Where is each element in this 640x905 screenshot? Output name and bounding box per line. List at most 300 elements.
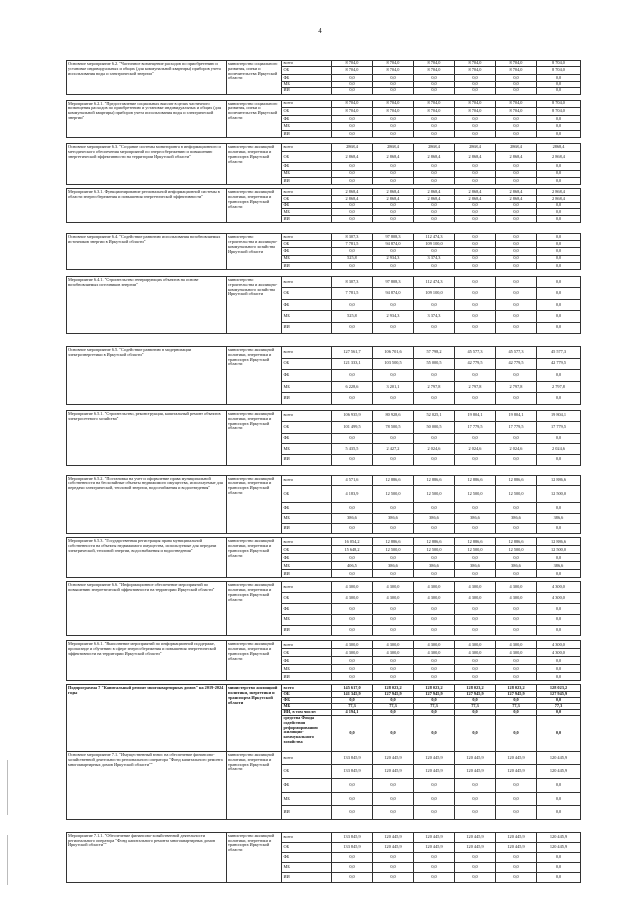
amount-cell: 133 845,9: [332, 751, 373, 765]
amount-cell: 0,0: [414, 524, 455, 534]
amount-cell: 2 868,4: [537, 189, 581, 196]
budget-table: [66, 60, 581, 883]
amount-cell: 0,0: [455, 554, 496, 562]
table-row: [67, 144, 581, 151]
amount-cell: 145 617,0: [332, 685, 373, 691]
amount-cell: 0,0: [332, 393, 373, 405]
table-row: [67, 189, 581, 196]
funding-source-cell: ОБ: [282, 421, 332, 433]
amount-cell: 0,0: [537, 862, 581, 872]
funding-source-cell: ФБ: [282, 433, 332, 444]
amount-cell: 0,0: [414, 657, 455, 665]
funding-source-cell: средства Фонда содействия реформированию жилищно-коммунального хозяйства: [282, 715, 332, 751]
amount-cell: 0,0: [496, 779, 537, 793]
amount-cell: 128 023,2: [414, 685, 455, 691]
amount-cell: 0,0: [373, 709, 414, 715]
amount-cell: 8 704,0: [414, 67, 455, 75]
amount-cell: 0,0: [414, 248, 455, 255]
measure-name-cell: Основное мероприятие 7.1. "Имущественный взнос на обеспечение финансово-хозяйственной деятельности регионального оператора "Фонд капитального ремонта многоквартирных домов Иркутской области"": [67, 751, 227, 819]
funding-source-cell: ИИ: [282, 262, 332, 269]
amount-cell: 0,0: [332, 570, 373, 578]
spacer-row: [67, 333, 581, 346]
amount-cell: 0,0: [332, 130, 373, 137]
amount-cell: 8 704,0: [373, 107, 414, 115]
amount-cell: 2868,4: [414, 144, 455, 151]
amount-cell: 0,0: [414, 862, 455, 872]
amount-cell: 4 300,0: [373, 649, 414, 657]
amount-cell: 0,0: [373, 570, 414, 578]
amount-cell: 0,0: [455, 393, 496, 405]
amount-cell: 4 300,0: [373, 582, 414, 593]
amount-cell: 77,3: [373, 703, 414, 709]
funding-source-cell: МБ: [282, 81, 332, 87]
amount-cell: 127 945,9: [537, 691, 581, 697]
amount-cell: 106 935,9: [332, 410, 373, 421]
amount-cell: 4 300,0: [332, 593, 373, 604]
amount-cell: 16 054,2: [332, 538, 373, 546]
amount-cell: 4 300,0: [455, 593, 496, 604]
amount-cell: 12 500,0: [455, 546, 496, 554]
table-row: [67, 538, 581, 546]
amount-cell: 0,0: [332, 370, 373, 382]
amount-cell: 0,0: [496, 178, 537, 185]
amount-cell: 0,0: [414, 299, 455, 310]
amount-cell: 120 445,9: [537, 842, 581, 852]
funding-source-cell: МБ: [282, 513, 332, 523]
amount-cell: 4 300,0: [537, 641, 581, 649]
amount-cell: 386,6: [373, 562, 414, 570]
amount-cell: 0,0: [455, 234, 496, 241]
amount-cell: 0,0: [455, 657, 496, 665]
funding-source-cell: ИИ: [282, 393, 332, 405]
amount-cell: 0,0: [496, 170, 537, 177]
amount-cell: 0,0: [537, 709, 581, 715]
amount-cell: 0,0: [537, 370, 581, 382]
executor-cell: министерство строительства и жилищно-коммунального хозяйства Иркутской области: [227, 277, 282, 334]
amount-cell: 0,0: [455, 262, 496, 269]
funding-source-cell: всего: [282, 410, 332, 421]
amount-cell: 17 779,5: [496, 421, 537, 433]
amount-cell: 0,0: [496, 709, 537, 715]
amount-cell: 97 808,3: [373, 277, 414, 288]
amount-cell: 2 797,8: [496, 381, 537, 393]
amount-cell: 0,0: [332, 554, 373, 562]
funding-source-cell: МБ: [282, 170, 332, 177]
amount-cell: 12 886,6: [537, 538, 581, 546]
amount-cell: 0,0: [373, 216, 414, 223]
amount-cell: 0,0: [537, 288, 581, 299]
amount-cell: 0,0: [455, 311, 496, 322]
amount-cell: 0,0: [455, 170, 496, 177]
amount-cell: 4 300,0: [455, 641, 496, 649]
amount-cell: 103 500,5: [373, 358, 414, 370]
amount-cell: 12 886,6: [537, 475, 581, 485]
amount-cell: 0,0: [414, 454, 455, 465]
amount-cell: 0,0: [373, 88, 414, 94]
amount-cell: 12 886,6: [373, 475, 414, 485]
funding-source-cell: ФБ: [282, 697, 332, 703]
funding-source-cell: ОБ: [282, 241, 332, 248]
amount-cell: 19 804,1: [455, 410, 496, 421]
amount-cell: 0,0: [496, 209, 537, 216]
funding-source-cell: ФБ: [282, 604, 332, 615]
table-row: [67, 751, 581, 765]
funding-source-cell: МБ: [282, 444, 332, 455]
amount-cell: 12 886,6: [496, 475, 537, 485]
amount-cell: 57 798,2: [414, 346, 455, 358]
amount-cell: 0,0: [455, 673, 496, 681]
amount-cell: 12 500,0: [455, 486, 496, 503]
funding-source-cell: ИИ, в том числе:: [282, 709, 332, 715]
amount-cell: 0,0: [496, 625, 537, 636]
amount-cell: 2 868,4: [373, 196, 414, 202]
amount-cell: 0,0: [455, 872, 496, 882]
amount-cell: 17 779,5: [455, 421, 496, 433]
amount-cell: 4 300,0: [496, 649, 537, 657]
funding-source-cell: ОБ: [282, 649, 332, 657]
amount-cell: 0,0: [373, 614, 414, 625]
executor-cell: министерство жилищной политики, энергетики и транспорта Иркутской области: [227, 538, 282, 578]
amount-cell: 0,0: [537, 503, 581, 513]
executor-cell: министерство социального развития, опеки и попечительства Иркутской области: [227, 61, 282, 95]
funding-source-cell: ОБ: [282, 486, 332, 503]
amount-cell: 4 300,0: [455, 649, 496, 657]
amount-cell: 120 445,9: [373, 765, 414, 779]
funding-source-cell: МБ: [282, 792, 332, 806]
amount-cell: 0,0: [537, 665, 581, 673]
funding-source-cell: всего: [282, 685, 332, 691]
amount-cell: 0,0: [332, 299, 373, 310]
amount-cell: 0,0: [414, 852, 455, 862]
amount-cell: 8 704,0: [373, 67, 414, 75]
amount-cell: 0,0: [332, 81, 373, 87]
amount-cell: 0,0: [496, 454, 537, 465]
measure-name-cell: Мероприятие 6.3.1. Функционирование региональной информационной системы в области энергосбережения и повышения энергетической эффективности": [67, 189, 227, 223]
amount-cell: 0,0: [455, 625, 496, 636]
amount-cell: 0,0: [373, 657, 414, 665]
funding-source-cell: ОБ: [282, 151, 332, 163]
amount-cell: 0,0: [496, 433, 537, 444]
amount-cell: 8 704,0: [496, 61, 537, 67]
spacer-row: [67, 223, 581, 234]
amount-cell: 0,0: [332, 454, 373, 465]
amount-cell: 386,6: [332, 513, 373, 523]
amount-cell: 2 934,3: [373, 255, 414, 262]
amount-cell: 8 704,0: [455, 67, 496, 75]
table-row: [67, 582, 581, 593]
amount-cell: 0,0: [537, 792, 581, 806]
funding-source-cell: ФБ: [282, 75, 332, 81]
amount-cell: 0,0: [496, 248, 537, 255]
amount-cell: 0,0: [537, 806, 581, 820]
amount-cell: 0,0: [455, 697, 496, 703]
amount-cell: 0,0: [537, 262, 581, 269]
amount-cell: 2 868,4: [414, 189, 455, 196]
amount-cell: 120 445,9: [496, 751, 537, 765]
amount-cell: 2868,4: [496, 144, 537, 151]
amount-cell: 0,0: [332, 657, 373, 665]
amount-cell: 2 868,4: [537, 196, 581, 202]
amount-cell: 120 445,9: [373, 832, 414, 842]
amount-cell: 97 808,3: [373, 234, 414, 241]
spacer-cell: [67, 819, 581, 832]
executor-cell: министерство жилищной политики, энергетики и транспорта Иркутской области: [227, 832, 282, 882]
amount-cell: 0,0: [455, 806, 496, 820]
amount-cell: 0,0: [496, 311, 537, 322]
amount-cell: 19 804,1: [496, 410, 537, 421]
amount-cell: 12 500,0: [496, 486, 537, 503]
amount-cell: 386,6: [414, 513, 455, 523]
amount-cell: 0,0: [414, 75, 455, 81]
amount-cell: 0,0: [496, 570, 537, 578]
amount-cell: 0,0: [496, 792, 537, 806]
amount-cell: 5 435,5: [332, 444, 373, 455]
amount-cell: 0,0: [455, 322, 496, 333]
funding-source-cell: ОБ: [282, 288, 332, 299]
amount-cell: 45 577,3: [496, 346, 537, 358]
measure-name-cell: Мероприятие 6.2.1. "Предоставление социальных выплат в целях частичного возмещения расходов по приобретению и установке индивидуальных и общих (для коммунальной квартиры) приборов учета использования воды и электрической энергии": [67, 100, 227, 138]
amount-cell: 0,0: [373, 178, 414, 185]
measure-name-cell: Основное мероприятие 6.3. "Создание системы мониторинга в информационного и методического обеспечения мероприятий по энергосбережению и повышению энергетической эффективности на территории Иркутской области": [67, 144, 227, 185]
amount-cell: 45 577,3: [455, 346, 496, 358]
funding-source-cell: всего: [282, 61, 332, 67]
amount-cell: 0,0: [537, 524, 581, 534]
amount-cell: 120 445,9: [373, 842, 414, 852]
amount-cell: 0,0: [496, 202, 537, 209]
amount-cell: 0,0: [455, 123, 496, 130]
amount-cell: 2 868,4: [455, 196, 496, 202]
amount-cell: 0,0: [373, 625, 414, 636]
amount-cell: 4 300,0: [414, 649, 455, 657]
funding-source-cell: ИИ: [282, 178, 332, 185]
amount-cell: 0,0: [414, 262, 455, 269]
amount-cell: 120 445,9: [455, 842, 496, 852]
amount-cell: 0,0: [332, 123, 373, 130]
amount-cell: 0,0: [373, 123, 414, 130]
amount-cell: 0,0: [496, 262, 537, 269]
amount-cell: 4 300,0: [373, 641, 414, 649]
amount-cell: 0,0: [455, 288, 496, 299]
funding-source-cell: всего: [282, 277, 332, 288]
amount-cell: 8 704,0: [455, 100, 496, 107]
executor-cell: министерство строительства и жилищно-коммунального хозяйства Иркутской области: [227, 234, 282, 270]
spacer-cell: [67, 223, 581, 234]
amount-cell: 0,0: [537, 163, 581, 170]
amount-cell: 0,0: [373, 524, 414, 534]
amount-cell: 8 704,0: [496, 67, 537, 75]
amount-cell: 0,0: [537, 241, 581, 248]
amount-cell: 0,0: [496, 524, 537, 534]
amount-cell: 8 704,0: [373, 100, 414, 107]
amount-cell: 8 704,0: [414, 100, 455, 107]
amount-cell: 0,0: [496, 554, 537, 562]
amount-cell: 0,0: [414, 806, 455, 820]
amount-cell: 2 868,4: [537, 151, 581, 163]
amount-cell: 0,0: [414, 202, 455, 209]
amount-cell: 386,6: [537, 513, 581, 523]
funding-source-cell: ИИ: [282, 524, 332, 534]
amount-cell: 4 300,0: [537, 582, 581, 593]
table-body: [67, 61, 581, 883]
amount-cell: 8 704,0: [414, 61, 455, 67]
executor-cell: министерство жилищной политики, энергетики и транспорта Иркутской области: [227, 144, 282, 185]
amount-cell: 0,0: [455, 209, 496, 216]
funding-source-cell: ОБ: [282, 842, 332, 852]
executor-cell: министерство жилищной политики, энергетики и транспорта Иркутской области: [227, 346, 282, 404]
amount-cell: 3 374,3: [414, 255, 455, 262]
measure-name-cell: Мероприятие 6.4.1. "Строительство генерирующих объектов на основе возобновляемых источников энергии": [67, 277, 227, 334]
amount-cell: 133 845,9: [332, 842, 373, 852]
amount-cell: 0,0: [455, 852, 496, 862]
amount-cell: 0,0: [496, 665, 537, 673]
amount-cell: 0,0: [332, 673, 373, 681]
amount-cell: 0,0: [414, 665, 455, 673]
amount-cell: 2 024,6: [414, 444, 455, 455]
amount-cell: 0,0: [496, 277, 537, 288]
spacer-row: [67, 819, 581, 832]
amount-cell: 2 868,4: [414, 196, 455, 202]
amount-cell: 0,0: [496, 322, 537, 333]
amount-cell: 2 797,8: [455, 381, 496, 393]
funding-source-cell: ОБ: [282, 765, 332, 779]
amount-cell: 0,0: [414, 709, 455, 715]
amount-cell: 525,8: [332, 255, 373, 262]
funding-source-cell: всего: [282, 144, 332, 151]
amount-cell: 0,0: [414, 872, 455, 882]
funding-source-cell: МБ: [282, 862, 332, 872]
amount-cell: 0,0: [496, 697, 537, 703]
amount-cell: 8 704,0: [496, 100, 537, 107]
amount-cell: 121 333,1: [332, 358, 373, 370]
amount-cell: 94 874,0: [373, 241, 414, 248]
amount-cell: 0,0: [496, 614, 537, 625]
amount-cell: 0,0: [537, 81, 581, 87]
amount-cell: 386,6: [373, 513, 414, 523]
spacer-row: [67, 270, 581, 277]
amount-cell: 0,0: [537, 248, 581, 255]
amount-cell: 7 781,5: [332, 288, 373, 299]
amount-cell: 0,0: [332, 178, 373, 185]
amount-cell: 0,0: [373, 202, 414, 209]
amount-cell: 77,3: [455, 703, 496, 709]
amount-cell: 2 868,4: [496, 189, 537, 196]
funding-source-cell: ИИ: [282, 872, 332, 882]
amount-cell: 8 307,3: [332, 234, 373, 241]
table-row: [67, 234, 581, 241]
funding-source-cell: всего: [282, 641, 332, 649]
amount-cell: 0,0: [373, 554, 414, 562]
amount-cell: 2 868,4: [496, 151, 537, 163]
amount-cell: 8 704,0: [332, 100, 373, 107]
amount-cell: 386,6: [496, 513, 537, 523]
amount-cell: 2 868,4: [414, 151, 455, 163]
amount-cell: 0,0: [332, 262, 373, 269]
amount-cell: 12 886,6: [414, 475, 455, 485]
amount-cell: 112 474,3: [414, 277, 455, 288]
amount-cell: 0,0: [496, 255, 537, 262]
amount-cell: 2 868,4: [455, 189, 496, 196]
amount-cell: 2 868,4: [455, 151, 496, 163]
amount-cell: 0,0: [496, 234, 537, 241]
amount-cell: 0,0: [496, 81, 537, 87]
amount-cell: 2868,4: [373, 144, 414, 151]
amount-cell: 0,0: [414, 779, 455, 793]
amount-cell: 0,0: [537, 255, 581, 262]
table-row: [67, 410, 581, 421]
funding-source-cell: МБ: [282, 614, 332, 625]
amount-cell: 0,0: [537, 130, 581, 137]
amount-cell: 120 445,9: [496, 832, 537, 842]
funding-source-cell: ФБ: [282, 248, 332, 255]
amount-cell: 0,0: [537, 209, 581, 216]
amount-cell: 0,0: [455, 715, 496, 751]
amount-cell: 4 300,0: [414, 582, 455, 593]
amount-cell: 4 194,1: [332, 709, 373, 715]
amount-cell: 78 500,5: [373, 421, 414, 433]
funding-source-cell: ИИ: [282, 130, 332, 137]
amount-cell: 0,0: [414, 130, 455, 137]
measure-name-cell: Основное мероприятие 6.5. "Содействие развитию в модернизации электроэнергетики в Иркутской области": [67, 346, 227, 404]
amount-cell: 0,0: [373, 115, 414, 122]
funding-source-cell: ИИ: [282, 454, 332, 465]
measure-name-cell: Основное мероприятие 6.6. "Информационное обеспечение мероприятий по повышению энергетической эффективности на территории Иркутской области": [67, 582, 227, 636]
executor-cell: министерство жилищной политики, энергетики и транспорта Иркутской области: [227, 582, 282, 636]
funding-source-cell: ФБ: [282, 299, 332, 310]
amount-cell: 0,0: [496, 852, 537, 862]
amount-cell: 12 500,0: [373, 486, 414, 503]
amount-cell: 0,0: [332, 604, 373, 615]
amount-cell: 77,3: [496, 703, 537, 709]
amount-cell: 4 300,0: [496, 593, 537, 604]
amount-cell: 0,0: [496, 806, 537, 820]
amount-cell: 128 023,2: [496, 685, 537, 691]
amount-cell: 2 024,6: [496, 444, 537, 455]
amount-cell: 128 023,2: [455, 685, 496, 691]
amount-cell: 0,0: [332, 209, 373, 216]
amount-cell: 2868,4: [537, 144, 581, 151]
amount-cell: 2 934,3: [373, 311, 414, 322]
amount-cell: 0,0: [537, 202, 581, 209]
amount-cell: 8 704,0: [537, 100, 581, 107]
amount-cell: 0,0: [537, 234, 581, 241]
amount-cell: 0,0: [537, 277, 581, 288]
executor-cell: министерство жилищной политики, энергетики и транспорта Иркутской области: [227, 410, 282, 465]
amount-cell: 12 500,0: [414, 486, 455, 503]
amount-cell: 0,0: [537, 570, 581, 578]
amount-cell: 0,0: [332, 665, 373, 673]
amount-cell: 0,0: [537, 311, 581, 322]
amount-cell: 0,0: [455, 524, 496, 534]
amount-cell: 0,0: [496, 673, 537, 681]
amount-cell: 101 499,5: [332, 421, 373, 433]
executor-cell: министерство жилищной политики, энергетики и транспорта Иркутской области: [227, 475, 282, 534]
amount-cell: 0,0: [537, 604, 581, 615]
funding-source-cell: МБ: [282, 255, 332, 262]
amount-cell: 0,0: [496, 288, 537, 299]
amount-cell: 127 945,9: [455, 691, 496, 697]
amount-cell: 0,0: [373, 209, 414, 216]
amount-cell: 0,0: [332, 792, 373, 806]
funding-source-cell: ОБ: [282, 358, 332, 370]
amount-cell: 77,3: [332, 703, 373, 709]
amount-cell: 0,0: [455, 433, 496, 444]
amount-cell: 0,0: [455, 665, 496, 673]
amount-cell: 12 500,0: [537, 486, 581, 503]
amount-cell: 17 779,5: [537, 421, 581, 433]
amount-cell: 12 886,6: [496, 538, 537, 546]
amount-cell: 127 945,9: [373, 691, 414, 697]
amount-cell: 0,0: [332, 170, 373, 177]
